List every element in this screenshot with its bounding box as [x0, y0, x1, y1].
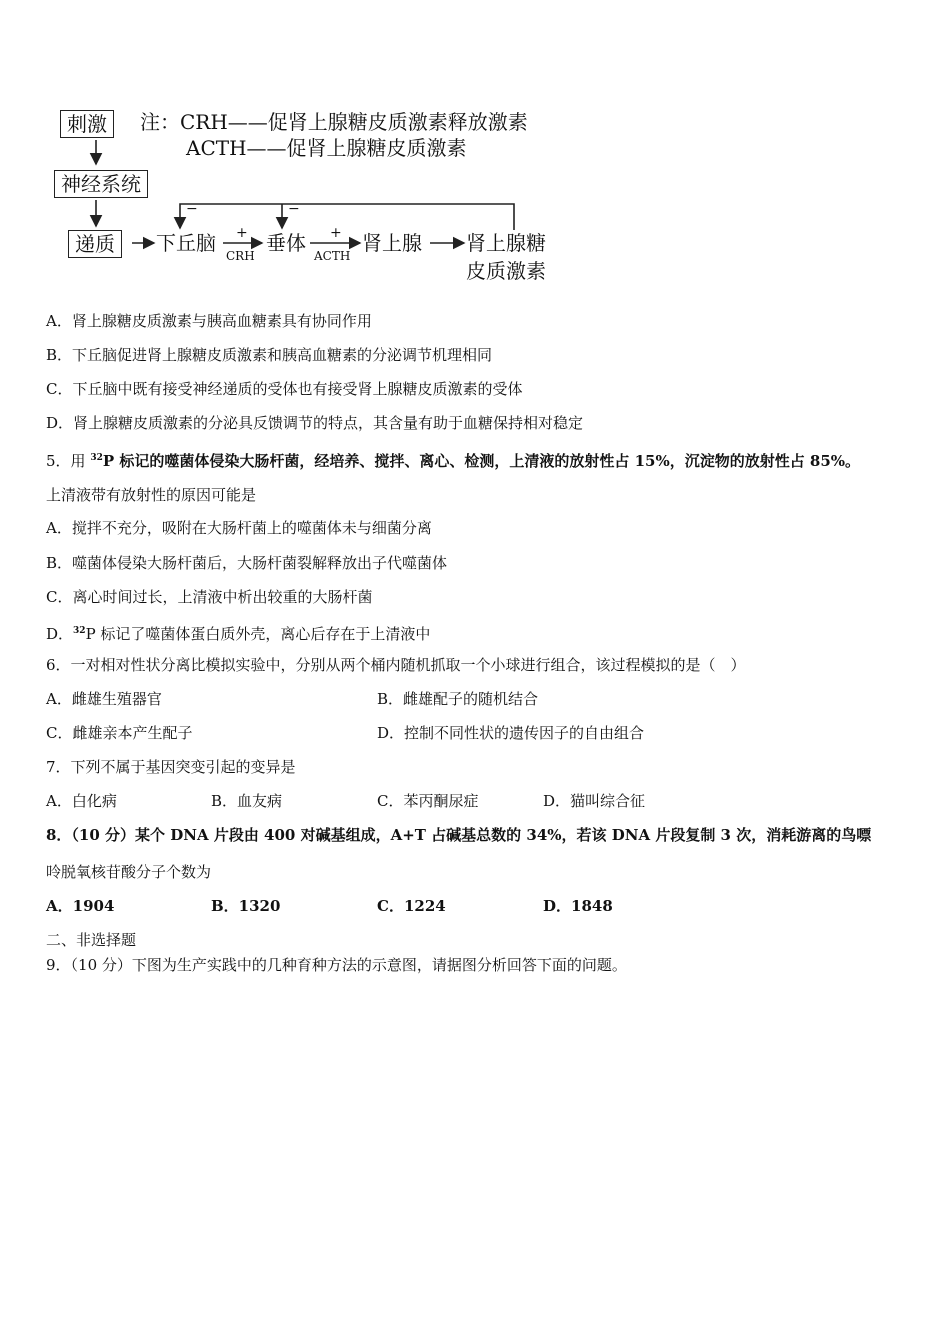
q5-option-d-text: P 标记了噬菌体蛋白质外壳，离心后存在于上清液中	[85, 625, 431, 643]
q7-option-a: A．白化病	[46, 792, 117, 810]
q5-option-d-prefix: D．	[46, 625, 74, 643]
q8-option-d: D．1848	[543, 897, 613, 915]
hypothalamus-label: 下丘脑	[156, 231, 216, 255]
q5-stem-text: P 标记的噬菌体侵染大肠杆菌，经培养、搅拌、离心、检测，上清液的放射性占 15%，沉淀物的放射性占 85%。	[102, 452, 861, 470]
crh-plus-sign: +	[236, 225, 248, 241]
feedback-minus-1: −	[186, 201, 198, 217]
acth-plus-sign: +	[330, 225, 342, 241]
q5-stem-line2: 上清液带有放射性的原因可能是	[46, 486, 257, 504]
diagram-note-line2: ACTH——促肾上腺糖皮质激素	[186, 136, 467, 160]
q5-option-a: A．搅拌不充分，吸附在大肠杆菌上的噬菌体未与细菌分离	[46, 519, 432, 537]
q8-option-b: B．1320	[211, 897, 281, 915]
q5-option-d	[46, 621, 430, 644]
q7-option-d: D．猫叫综合征	[543, 792, 646, 810]
q6-option-c: C．雌雄亲本产生配子	[46, 724, 193, 742]
q8-option-c: C．1224	[377, 897, 446, 915]
q8-option-a: A．1904	[46, 897, 115, 915]
q4-option-c: C．下丘脑中既有接受神经递质的受体也有接受肾上腺糖皮质激素的受体	[46, 380, 523, 398]
q8-stem-line2: 呤脱氧核苷酸分子个数为	[46, 863, 212, 881]
q4-option-b: B．下丘脑促进肾上腺糖皮质激素和胰高血糖素的分泌调节机理相同	[46, 346, 493, 364]
hormone-regulation-diagram	[40, 100, 580, 290]
q6-option-a: A．雌雄生殖器官	[46, 690, 162, 708]
q6-option-b: B．雌雄配子的随机结合	[377, 690, 539, 708]
q5-number: 5．用	[46, 452, 91, 470]
q7-option-b: B．血友病	[211, 792, 283, 810]
hormone-label-line2: 皮质激素	[466, 259, 546, 283]
q9-stem: 9．（10 分）下图为生产实践中的几种育种方法的示意图，请据图分析回答下面的问题。	[46, 956, 627, 974]
q7-stem: 7．下列不属于基因突变引起的变异是	[46, 758, 296, 776]
q8-stem-line1: 8．（10 分）某个 DNA 片段由 400 对碱基组成，A+T 占碱基总数的 34%，若该 DNA 片段复制 3 次，消耗游离的鸟嘌	[46, 826, 872, 844]
q5-isotope-superscript: 32	[90, 453, 103, 463]
q5-option-c: C．离心时间过长，上清液中析出较重的大肠杆菌	[46, 588, 373, 606]
q5-option-b: B．噬菌体侵染大肠杆菌后，大肠杆菌裂解释放出子代噬菌体	[46, 554, 448, 572]
crh-label: CRH	[226, 249, 255, 263]
stimulus-box: 刺激	[60, 110, 114, 138]
q6-option-d: D．控制不同性状的遗传因子的自由组合	[377, 724, 645, 742]
pituitary-label: 垂体	[266, 231, 306, 255]
transmitter-box: 递质	[68, 230, 122, 258]
diagram-note-line1: 注：CRH——促肾上腺糖皮质激素释放激素	[140, 110, 528, 134]
q5-option-d-superscript: 32	[73, 626, 86, 636]
hormone-label-line1: 肾上腺糖	[466, 231, 546, 255]
q7-option-c: C．苯丙酮尿症	[377, 792, 479, 810]
q5-stem-line1	[46, 448, 860, 471]
section-heading-non-choice: 二、非选择题	[46, 931, 137, 949]
q4-option-d: D．肾上腺糖皮质激素的分泌具反馈调节的特点，其含量有助于血糖保持相对稳定	[46, 414, 584, 432]
q6-stem: 6．一对相对性状分离比模拟实验中，分别从两个桶内随机抓取一个小球进行组合，该过程模拟的是（ ）	[46, 656, 746, 674]
acth-label: ACTH	[314, 249, 351, 263]
adrenal-label: 肾上腺	[362, 231, 422, 255]
feedback-minus-2: −	[288, 201, 300, 217]
nervous-system-box: 神经系统	[54, 170, 148, 198]
q4-option-a: A．肾上腺糖皮质激素与胰高血糖素具有协同作用	[46, 312, 372, 330]
